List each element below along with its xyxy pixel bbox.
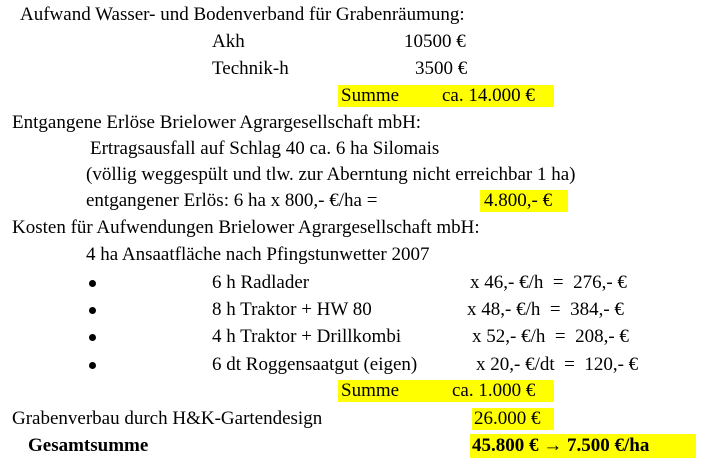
section3-sum-label: Summe (341, 380, 400, 401)
section3-sum-value: ca. 1.000 € (452, 380, 536, 401)
cost-item-rate: x 46,- €/h = 276,- € (470, 272, 627, 293)
section1-sum-value: ca. 14.000 € (442, 85, 535, 106)
item-amount-technik: 3500 € (415, 58, 468, 79)
bullet (89, 362, 96, 369)
section4-label: Grabenverbau durch H&K-Gartendesign (12, 408, 323, 429)
section2-heading: Entgangene Erlöse Brielower Agrargesellschaft mbH: (12, 112, 422, 133)
cost-item-label: 6 dt Roggensaatgut (eigen) (212, 354, 418, 375)
section2-value: 4.800,- € (484, 190, 553, 211)
item-amount-akh: 10500 € (404, 31, 466, 52)
cost-item-rate: x 52,- €/h = 208,- € (472, 326, 629, 347)
item-label-akh: Akh (212, 31, 245, 52)
total-value: 45.800 € → 7.500 €/ha (472, 435, 650, 456)
section2-line1: Ertragsausfall auf Schlag 40 ca. 6 ha Silomais (90, 138, 440, 159)
section4-value: 26.000 € (474, 408, 541, 429)
bullet (89, 334, 96, 341)
section3-subheading: 4 ha Ansaatfläche nach Pfingstunwetter 2007 (86, 244, 430, 265)
cost-item-label: 6 h Radlader (212, 272, 310, 293)
section2-line3: entgangener Erlös: 6 ha x 800,- €/ha = (86, 190, 378, 211)
item-label-technik: Technik-h (212, 58, 289, 79)
cost-item-rate: x 20,- €/dt = 120,- € (476, 354, 639, 375)
cost-item-rate: x 48,- €/h = 384,- € (467, 299, 624, 320)
bullet (89, 307, 96, 314)
section1-heading: Aufwand Wasser- und Bodenverband für Grabenräumung: (20, 4, 465, 25)
section1-sum-label: Summe (341, 85, 400, 106)
section2-line2: (völlig weggespült und tlw. zur Aberntung nicht erreichbar 1 ha) (86, 164, 576, 185)
total-label: Gesamtsumme (28, 435, 149, 456)
cost-item-label: 4 h Traktor + Drillkombi (212, 326, 402, 347)
section3-heading: Kosten für Aufwendungen Brielower Agrargesellschaft mbH: (12, 217, 480, 238)
bullet (89, 280, 96, 287)
cost-item-label: 8 h Traktor + HW 80 (212, 299, 372, 320)
